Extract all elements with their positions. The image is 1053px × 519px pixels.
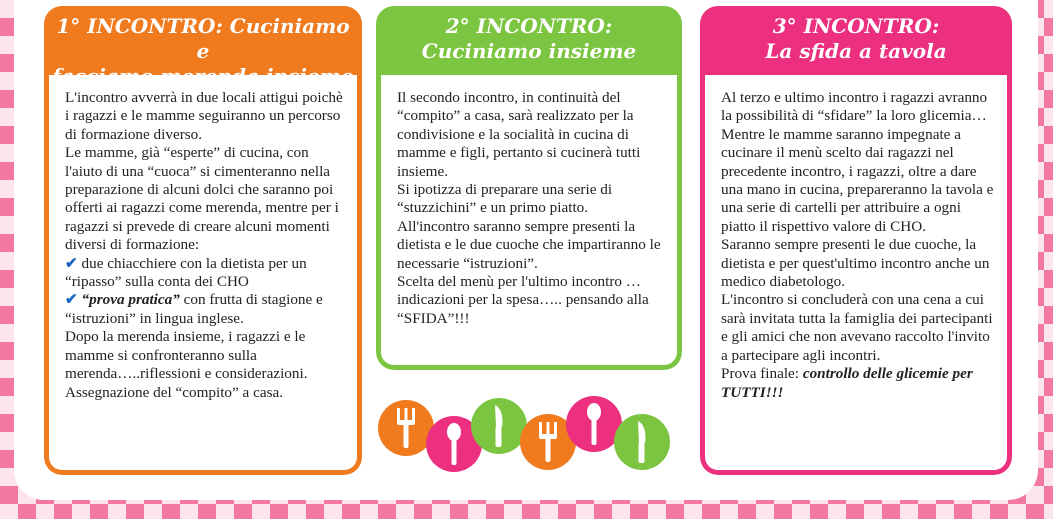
card-3-paragraph: Mentre le mamme saranno impegnate a cucinare il menù scelto dai ragazzi nel precedente incontro, i ragazzi, oltre a dare una mano in cucina, prepareranno la tavola e una serie di cartelli per attribuire a ogni piatto il rispettivo valore di CHO. bbox=[721, 125, 994, 235]
utensils-decoration bbox=[378, 388, 678, 478]
card-3-title bbox=[700, 6, 1012, 75]
card-1-item-text: con frutta di stagione e “istruzioni” in lingua inglese. bbox=[65, 291, 323, 327]
card-2-body bbox=[376, 75, 682, 370]
knife-icon bbox=[614, 414, 670, 470]
card-3-final bbox=[721, 365, 997, 402]
card-1-list-item bbox=[65, 255, 347, 292]
card-1-item-bold: “prova pratica” bbox=[81, 291, 180, 309]
card-3-title-line2: La sfida a tavola bbox=[765, 39, 947, 63]
card-2-title-line2: Cuciniamo insieme bbox=[421, 39, 637, 63]
card-1-list-item bbox=[65, 291, 347, 328]
card-incontro-1 bbox=[44, 6, 362, 475]
card-1-title bbox=[44, 6, 362, 88]
card-2-paragraph: Si ipotizza di preparare una serie di “stuzzichini” e un primo piatto. bbox=[397, 181, 613, 217]
check-icon: ✔ bbox=[65, 291, 78, 309]
knife-icon bbox=[471, 398, 527, 454]
card-incontro-3 bbox=[700, 6, 1012, 475]
card-1-item-text: due chiacchiere con la dietista per un “ripasso” sulla conta dei CHO bbox=[65, 254, 307, 291]
card-1-paragraph: Le mamme, già “esperte” di cucina, con l'aiuto di una “cuoca” si cimenteranno nella preparazione di alcuni dolci che saranno poi offerti ai ragazzi come merenda, mentre per i ragazzi si prevede di creare alcuni momenti diversi di formazione: bbox=[65, 144, 339, 254]
final-label: Prova finale: bbox=[721, 365, 803, 383]
card-2-paragraph: Il secondo incontro, in continuità del “compito” a casa, sarà realizzato per la condivisione e la socialità in cucina di mamme e figli, pertanto si cucinerà tutti insieme. bbox=[397, 89, 641, 180]
card-1-body bbox=[44, 75, 362, 475]
card-2-paragraph: All'incontro saranno sempre presenti la dietista e le due cuoche che impartiranno le necessarie “istruzioni”. bbox=[397, 217, 661, 272]
card-3-paragraph: L'incontro si concluderà con una cena a cui sarà invitata tutta la famiglia dei partecipanti e gli amici che non avevano raccolto l'invito a partecipare agli incontri. bbox=[721, 291, 993, 364]
card-2-paragraph: Scelta del menù per l'ultimo incontro …indicazioni per la spesa….. pensando alla “SFIDA”!!! bbox=[397, 273, 649, 327]
card-1-paragraph: Assegnazione del “compito” a casa. bbox=[65, 383, 284, 401]
card-3-paragraph: Saranno sempre presenti le due cuoche, la dietista e per quest'ultimo incontro anche un medico diabetologo. bbox=[721, 236, 990, 291]
card-incontro-2 bbox=[376, 6, 682, 370]
card-3-paragraph: Al terzo e ultimo incontro i ragazzi avranno la possibilità di “sfidare” la loro glicemia… bbox=[721, 89, 988, 125]
card-1-title-line1: 1° INCONTRO: Cuciniamo e bbox=[56, 14, 350, 63]
card-1-paragraph: Dopo la merenda insieme, i ragazzi e le mamme si confronteranno sulla merenda…..riflessioni e considerazioni. bbox=[65, 328, 308, 383]
check-icon: ✔ bbox=[65, 254, 78, 272]
card-3-title-line1: 3° INCONTRO: bbox=[772, 14, 940, 38]
final-bold: controllo delle glicemie per TUTTI!!! bbox=[721, 365, 973, 401]
card-2-title-line1: 2° INCONTRO: bbox=[445, 14, 613, 38]
card-3-body bbox=[700, 75, 1012, 475]
card-2-title bbox=[376, 6, 682, 75]
card-1-paragraph: L'incontro avverrà in due locali attigui poichè i ragazzi e le mamme seguiranno un percorso di formazione diverso. bbox=[65, 89, 343, 143]
card-1-title-line2: facciamo merenda insieme bbox=[52, 64, 354, 88]
